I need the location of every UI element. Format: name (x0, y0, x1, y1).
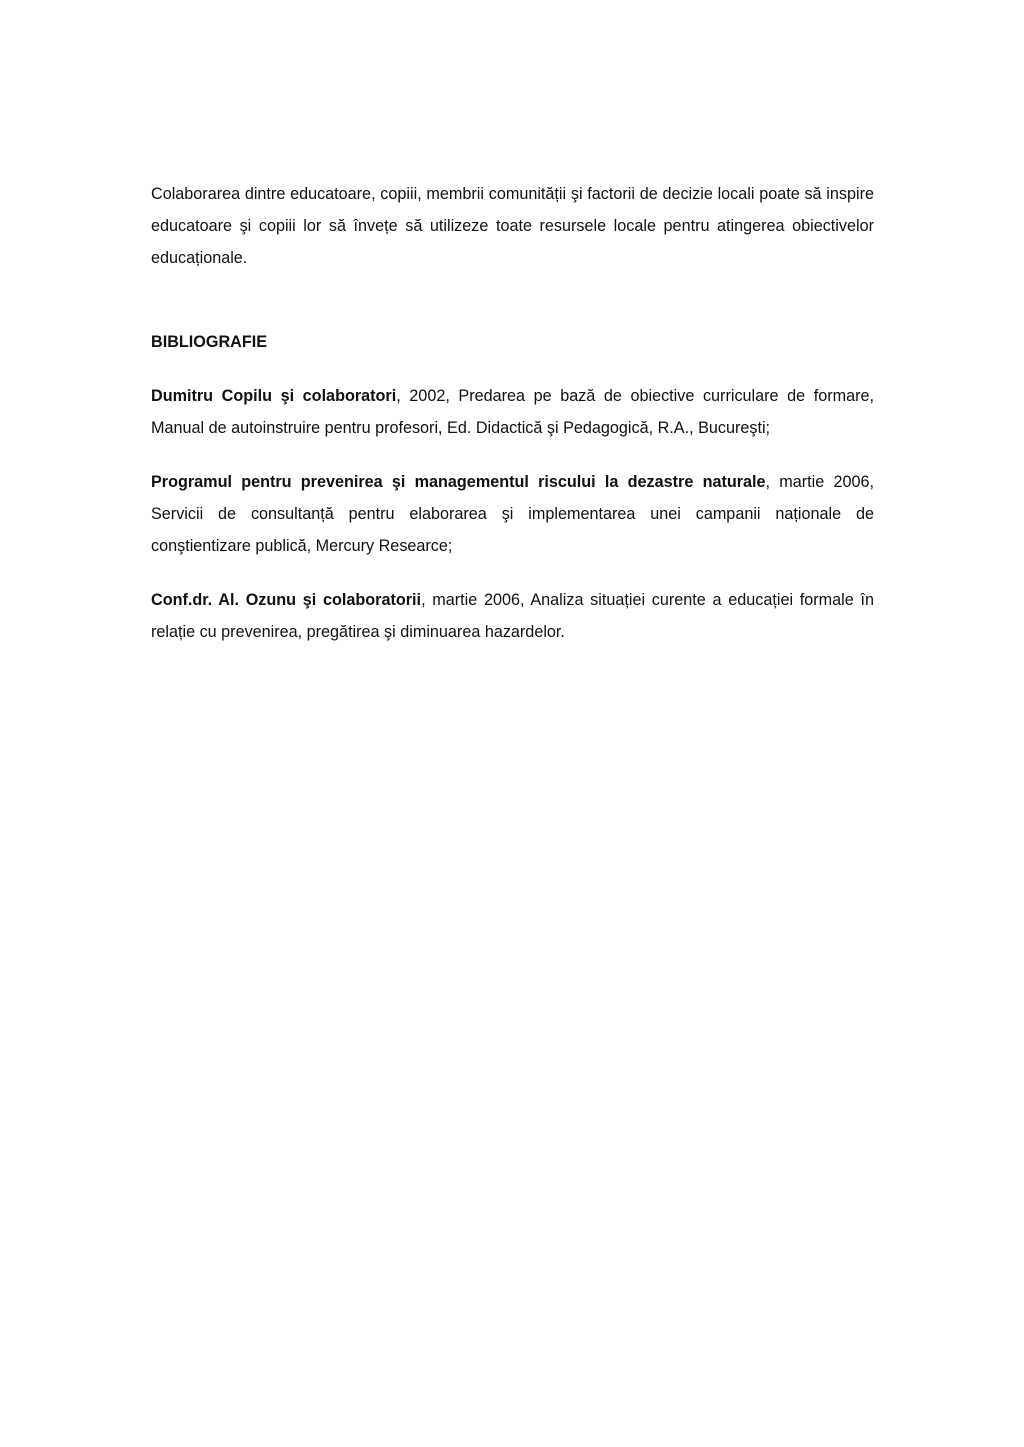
bibliography-heading: BIBLIOGRAFIE (151, 333, 268, 351)
intro-paragraph: Colaborarea dintre educatoare, copiii, membrii comunității şi factorii de decizie locali poate să inspire educatoare şi copiii lor să învețe să utilizeze toate resursele locale pentru atingerea obiectivelor educaționale. (151, 185, 874, 267)
document-page (151, 178, 874, 670)
reference-details: , martie 2006, Analiza situației curente a educației formale în relație cu prevenirea, pregătirea şi diminuarea hazardelor. (151, 591, 875, 641)
reference-item (151, 466, 874, 562)
reference-details: , 2002, Predarea pe bază de obiective curriculare de formare, Manual de autoinstruire pentru profesori, Ed. Didactică şi Pedagogică, R.A., Bucureşti; (151, 387, 874, 437)
reference-author: Programul pentru prevenirea şi managementul riscului la dezastre naturale (151, 473, 766, 491)
reference-item (151, 584, 874, 648)
reference-item (151, 380, 874, 444)
reference-author: Conf.dr. Al. Ozunu şi colaboratorii (151, 591, 422, 609)
reference-details: , martie 2006, Servicii de consultanță pentru elaborarea şi implementarea unei campanii naționale de conştientizare publică, Mercury Researce; (151, 473, 874, 555)
reference-author: Dumitru Copilu şi colaboratori (151, 387, 397, 405)
